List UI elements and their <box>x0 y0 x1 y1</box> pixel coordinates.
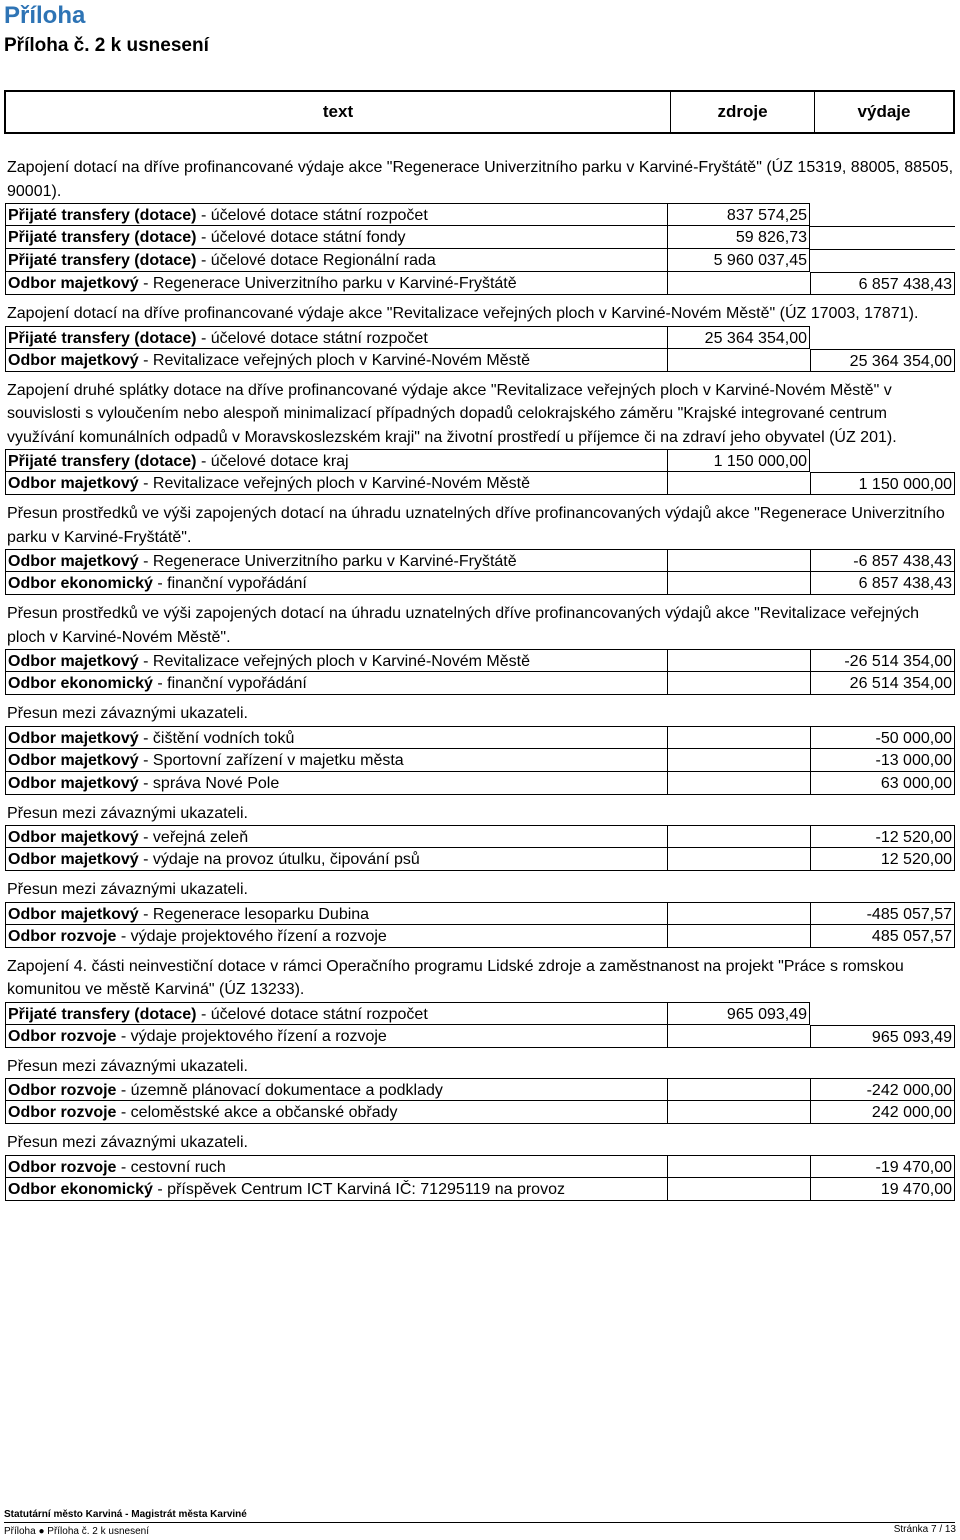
row-description: - účelové dotace státní rozpočet <box>196 329 428 347</box>
budget-section <box>5 150 955 295</box>
row-expense-amount: 1 150 000,00 <box>810 472 955 495</box>
row-source-amount <box>667 472 810 495</box>
row-expense-amount: -6 857 438,43 <box>810 549 955 572</box>
page-subtitle: Příloha č. 2 k usnesení <box>4 35 209 56</box>
table-row <box>5 1101 955 1124</box>
row-description: - veřejná zeleň <box>138 829 249 846</box>
row-source-amount <box>667 902 810 925</box>
row-text <box>5 549 667 572</box>
section-description: Přesun mezi závaznými ukazateli. <box>7 804 248 822</box>
row-text <box>5 1101 667 1124</box>
row-source-amount <box>667 825 810 848</box>
row-source-amount <box>667 549 810 572</box>
row-department: Odbor majetkový <box>8 774 139 792</box>
row-description: - Revitalizace veřejných ploch v Karviné-Novém Městě <box>138 475 530 492</box>
section-description: Přesun mezi závaznými ukazateli. <box>7 881 248 898</box>
table-row <box>5 572 955 595</box>
row-department: Přijaté transfery (dotace) <box>8 229 197 246</box>
row-text <box>5 1178 667 1201</box>
row-department: Odbor majetkový <box>8 851 139 868</box>
budget-section <box>5 948 955 1048</box>
row-text <box>5 749 667 772</box>
row-text <box>5 1078 667 1101</box>
table-row <box>5 1155 955 1178</box>
row-description: - Regenerace Univerzitního parku v Karviné-Fryštátě <box>138 553 517 570</box>
row-text <box>5 925 667 948</box>
row-description: - účelové dotace státní rozpočet <box>196 1005 428 1023</box>
column-header-source: zdroje <box>671 92 815 132</box>
table-row <box>5 925 955 948</box>
row-text <box>5 848 667 871</box>
row-source-amount <box>667 272 810 295</box>
row-source-amount <box>667 726 810 749</box>
footer-page-number: Stránka 7 / 13 <box>893 1524 956 1535</box>
row-expense-amount: 6 857 438,43 <box>810 272 955 295</box>
row-source-amount: 59 826,73 <box>667 226 810 249</box>
row-text <box>5 772 667 795</box>
section-description: Zapojení druhé splátky dotace na dříve profinancované výdaje akce "Revitalizace veřejných ploch v Karviné-Novém Městě" v souvislosti s vyloučením nebo alespoň minimalizací případných dopadů celokrajského záměru "Krajské integrované centrum využívání komunálních odpadů v Moravskoslezském kraji" na životní prostředí u příjemce či na zdraví jeho obyvatel (ÚZ 201). <box>7 381 897 446</box>
row-description: - výdaje na provoz útulku, čipování psů <box>138 851 420 868</box>
budget-section <box>5 695 955 795</box>
row-expense-amount: 19 470,00 <box>810 1178 955 1201</box>
row-department: Odbor ekonomický <box>8 1180 153 1198</box>
row-department: Odbor majetkový <box>8 729 139 747</box>
row-department: Odbor ekonomický <box>8 675 153 692</box>
row-department: Přijaté transfery (dotace) <box>8 207 197 224</box>
row-department: Odbor majetkový <box>8 751 139 769</box>
budget-section <box>5 595 955 695</box>
row-department: Odbor rozvoje <box>8 927 117 945</box>
row-expense-amount: -485 057,57 <box>810 902 955 925</box>
row-source-amount <box>667 349 810 372</box>
row-expense-amount: 12 520,00 <box>810 848 955 871</box>
row-expense-amount: 965 093,49 <box>810 1025 955 1048</box>
row-source-amount <box>667 749 810 772</box>
row-description: - Regenerace Univerzitního parku v Karviné-Fryštátě <box>138 275 517 292</box>
section-description: Přesun mezi závaznými ukazateli. <box>7 1057 248 1075</box>
row-description: - účelové dotace kraj <box>196 453 349 470</box>
row-department: Odbor ekonomický <box>8 575 153 592</box>
table-row <box>5 326 955 349</box>
section-description: Zapojení dotací na dříve profinancované výdaje akce "Revitalizace veřejných ploch v Karviné-Novém Městě" (ÚZ 17003, 17871). <box>7 305 919 322</box>
table-header <box>4 90 955 134</box>
row-source-amount <box>667 1025 810 1048</box>
budget-section <box>5 1048 955 1125</box>
row-source-amount: 5 960 037,45 <box>667 249 810 272</box>
row-description: - Regenerace lesoparku Dubina <box>138 905 370 923</box>
row-department: Odbor majetkový <box>8 653 139 670</box>
row-source-amount <box>667 572 810 595</box>
budget-section <box>5 871 955 948</box>
footer-divider <box>4 1522 955 1523</box>
row-source-amount <box>667 1178 810 1201</box>
footer-document: Příloha ● Příloha č. 2 k usnesení <box>4 1526 150 1537</box>
row-department: Přijaté transfery (dotace) <box>8 329 197 347</box>
row-expense-amount: -26 514 354,00 <box>810 649 955 672</box>
table-row <box>5 1178 955 1201</box>
row-department: Odbor majetkový <box>8 275 139 292</box>
budget-content <box>5 150 955 1201</box>
row-source-amount <box>667 848 810 871</box>
row-source-amount <box>667 772 810 795</box>
row-source-amount: 1 150 000,00 <box>667 449 810 472</box>
row-description: - účelové dotace státní fondy <box>196 229 406 246</box>
row-text <box>5 449 667 472</box>
row-source-amount: 965 093,49 <box>667 1002 810 1025</box>
table-row <box>5 772 955 795</box>
row-text <box>5 226 667 249</box>
row-source-amount <box>667 925 810 948</box>
row-description: - Revitalizace veřejných ploch v Karviné-Novém Městě <box>138 351 530 369</box>
table-row <box>5 203 955 226</box>
row-source-amount: 837 574,25 <box>667 203 810 226</box>
row-expense-amount: 25 364 354,00 <box>810 349 955 372</box>
row-department: Odbor rozvoje <box>8 1082 117 1099</box>
row-expense-amount <box>810 249 955 272</box>
row-text <box>5 349 667 372</box>
row-description: - územně plánovací dokumentace a podklady <box>116 1082 443 1099</box>
row-department: Odbor rozvoje <box>8 1158 117 1176</box>
row-expense-amount: 6 857 438,43 <box>810 572 955 595</box>
row-department: Odbor rozvoje <box>8 1104 117 1121</box>
table-row <box>5 449 955 472</box>
section-description: Zapojení 4. části neinvestiční dotace v rámci Operačního programu Lidské zdroje a zaměstnanost na projekt "Práce s romskou komunitou ve městě Karviná" (ÚZ 13233). <box>7 957 904 998</box>
table-row <box>5 226 955 249</box>
row-expense-amount: -50 000,00 <box>810 726 955 749</box>
row-description: - finanční vypořádání <box>152 675 307 692</box>
row-description: - cestovní ruch <box>116 1158 226 1176</box>
row-text <box>5 902 667 925</box>
section-description: Přesun mezi závaznými ukazateli. <box>7 1134 248 1151</box>
row-source-amount <box>667 672 810 695</box>
page-title: Příloha <box>4 2 86 29</box>
row-source-amount: 25 364 354,00 <box>667 326 810 349</box>
row-description: - výdaje projektového řízení a rozvoje <box>116 1027 387 1045</box>
table-row <box>5 472 955 495</box>
section-description: Přesun prostředků ve výši zapojených dotací na úhradu uznatelných dříve profinancovaných výdajů akce "Revitalizace veřejných ploch v Karviné-Novém Městě". <box>7 605 919 646</box>
table-row <box>5 649 955 672</box>
row-description: - správa Nové Pole <box>138 774 280 792</box>
row-expense-amount: 63 000,00 <box>810 772 955 795</box>
row-expense-amount <box>810 226 955 249</box>
row-text <box>5 572 667 595</box>
row-text <box>5 326 667 349</box>
row-text <box>5 1002 667 1025</box>
budget-section <box>5 495 955 595</box>
row-text <box>5 249 667 272</box>
row-description: - účelové dotace státní rozpočet <box>196 207 428 224</box>
table-row <box>5 349 955 372</box>
table-row <box>5 1002 955 1025</box>
row-expense-amount: 26 514 354,00 <box>810 672 955 695</box>
table-row <box>5 1078 955 1101</box>
row-department: Odbor rozvoje <box>8 1027 117 1045</box>
column-header-expense: výdaje <box>857 102 911 121</box>
row-department: Odbor majetkový <box>8 475 139 492</box>
row-description: - Sportovní zařízení v majetku města <box>138 751 404 769</box>
row-text <box>5 649 667 672</box>
table-row <box>5 1025 955 1048</box>
table-row <box>5 549 955 572</box>
table-row <box>5 726 955 749</box>
row-source-amount <box>667 1078 810 1101</box>
row-description: - finanční vypořádání <box>152 575 307 592</box>
column-header-text: text <box>6 92 671 132</box>
table-row <box>5 848 955 871</box>
row-expense-amount: 242 000,00 <box>810 1101 955 1124</box>
row-text <box>5 472 667 495</box>
table-row <box>5 249 955 272</box>
row-text <box>5 726 667 749</box>
table-row <box>5 825 955 848</box>
row-description: - příspěvek Centrum ICT Karviná IČ: 71295119 na provoz <box>152 1180 565 1198</box>
row-description: - účelové dotace Regionální rada <box>196 252 436 269</box>
row-expense-amount <box>810 326 955 349</box>
row-department: Přijaté transfery (dotace) <box>8 1005 197 1023</box>
footer-organization: Statutární město Karviná - Magistrát města Karviné <box>4 1509 247 1520</box>
row-source-amount <box>667 649 810 672</box>
row-description: - výdaje projektového řízení a rozvoje <box>116 927 387 945</box>
budget-section <box>5 795 955 872</box>
budget-section <box>5 1124 955 1201</box>
row-description: - Revitalizace veřejných ploch v Karviné-Novém Městě <box>138 653 530 670</box>
section-description: Přesun mezi závaznými ukazateli. <box>7 705 248 722</box>
row-text <box>5 203 667 226</box>
row-department: Přijaté transfery (dotace) <box>8 453 197 470</box>
row-expense-amount <box>810 203 955 226</box>
budget-section <box>5 372 955 496</box>
row-expense-amount: -242 000,00 <box>810 1078 955 1101</box>
row-department: Odbor majetkový <box>8 351 139 369</box>
row-text <box>5 1025 667 1048</box>
row-expense-amount <box>810 449 955 472</box>
row-department: Odbor majetkový <box>8 553 139 570</box>
row-expense-amount: -19 470,00 <box>810 1155 955 1178</box>
row-source-amount <box>667 1101 810 1124</box>
row-department: Odbor majetkový <box>8 829 139 846</box>
row-expense-amount <box>810 1002 955 1025</box>
row-source-amount <box>667 1155 810 1178</box>
section-description: Přesun prostředků ve výši zapojených dotací na úhradu uznatelných dříve profinancovaných výdajů akce "Regenerace Univerzitního parku v Karviné-Fryštátě". <box>7 505 945 546</box>
table-row <box>5 749 955 772</box>
row-department: Přijaté transfery (dotace) <box>8 252 197 269</box>
table-row <box>5 672 955 695</box>
row-department: Odbor majetkový <box>8 905 139 923</box>
row-text <box>5 672 667 695</box>
row-text <box>5 825 667 848</box>
row-text <box>5 1155 667 1178</box>
row-expense-amount: 485 057,57 <box>810 925 955 948</box>
row-text <box>5 272 667 295</box>
row-expense-amount: -13 000,00 <box>810 749 955 772</box>
row-expense-amount: -12 520,00 <box>810 825 955 848</box>
table-row <box>5 902 955 925</box>
row-description: - celoměstské akce a občanské obřady <box>116 1104 398 1121</box>
section-description: Zapojení dotací na dříve profinancované výdaje akce "Regenerace Univerzitního parku v Karviné-Fryštátě" (ÚZ 15319, 88005, 88505, 90001). <box>7 159 954 200</box>
budget-section <box>5 295 955 372</box>
row-description: - čištění vodních toků <box>138 729 295 747</box>
table-row <box>5 272 955 295</box>
